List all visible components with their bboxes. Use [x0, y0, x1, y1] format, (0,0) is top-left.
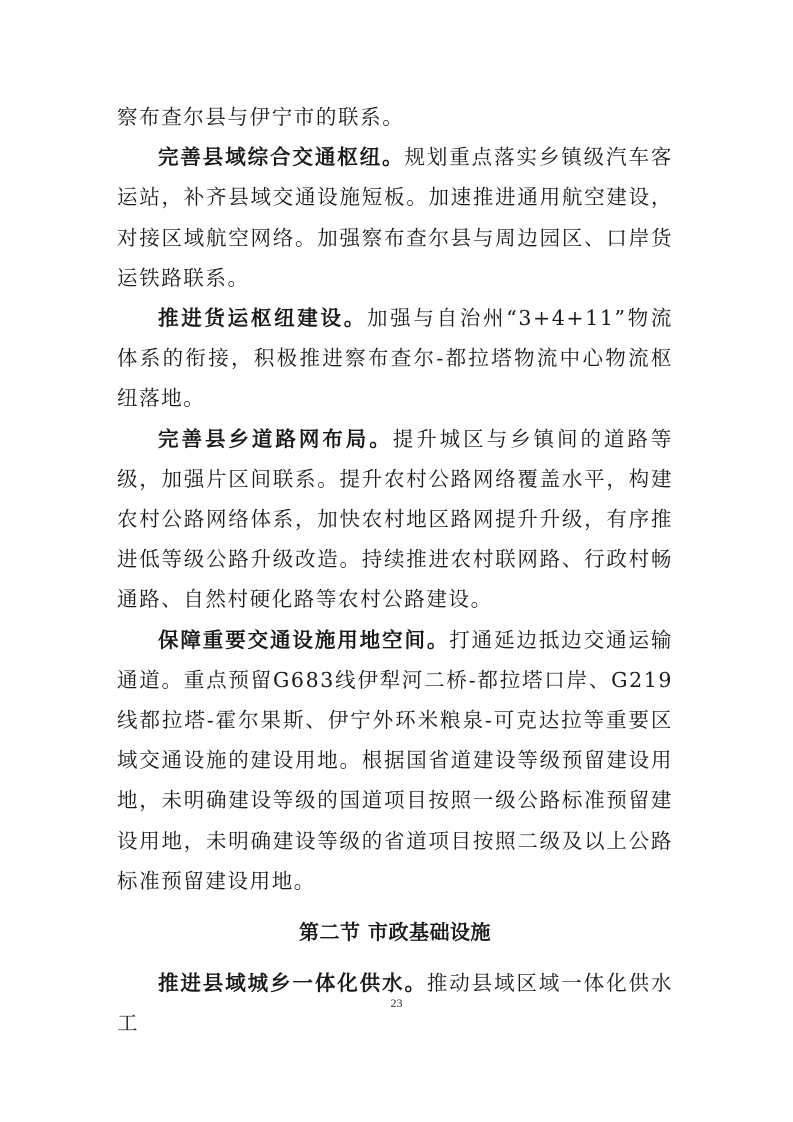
paragraph-lead: 推进货运枢纽建设。: [158, 306, 367, 331]
paragraph-continuation: [117, 97, 673, 137]
paragraph-text: 规划重点落实乡镇级汽车客运站，补齐县域交通设施短板。加速推进通用航空建设，对接区域航空网络。加强察布查尔县与周边园区、口岸货运铁路联系。: [117, 145, 673, 290]
paragraph-road-network: [117, 419, 673, 620]
paragraph-lead: 保障重要交通设施用地空间。: [158, 627, 450, 652]
paragraph-land-reservation: [117, 620, 673, 901]
paragraph-text: 推动县域区域一体化供水工: [117, 971, 673, 1036]
paragraph-lead: 推进县域城乡一体化供水。: [158, 971, 427, 996]
paragraph-transport-hub: [117, 137, 673, 298]
paragraph-lead: 完善县乡道路网布局。: [158, 426, 393, 451]
paragraph-text: 打通延边抵边交通运输通道。重点预留G683线伊犁河二桥-都拉塔口岸、G219线都拉塔-霍尔果斯、伊宁外环米粮泉-可克达拉等重要区域交通设施的建设用地。根据国省道建设等级预留建设用地，未明确建设等级的国道项目按照一级公路标准预留建设用地，未明确建设等级的省道项目按照二级及以上公路标准预留建设用地。: [117, 627, 674, 893]
paragraph-text: 察布查尔县与伊宁市的联系。: [117, 105, 405, 129]
paragraph-lead: 完善县域综合交通枢纽。: [158, 145, 405, 170]
body-text: [117, 97, 673, 1043]
paragraph-text: 加强与自治州“3+4+11”物流体系的衔接，积极推进察布查尔-都拉塔物流中心物流枢纽落地。: [117, 306, 673, 411]
paragraph-text: 提升城区与乡镇间的道路等级，加强片区间联系。提升农村公路网络覆盖水平，构建农村公路网络体系，加快农村地区路网提升升级，有序推进低等级公路升级改造。持续推进农村联网路、行政村畅通路、自然村硬化路等农村公路建设。: [117, 426, 674, 612]
section-heading: 第二节 市政基础设施: [299, 920, 491, 945]
paragraph-freight-hub: [117, 298, 673, 419]
page-number: 23: [390, 996, 403, 1010]
